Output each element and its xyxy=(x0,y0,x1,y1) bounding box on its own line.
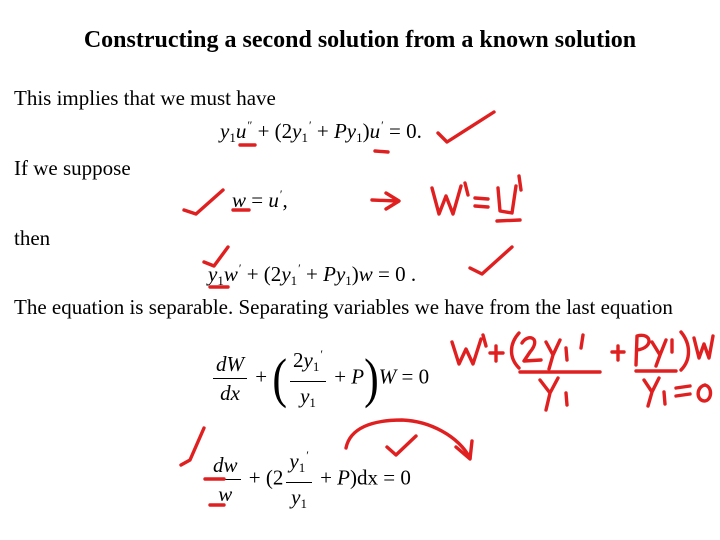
handwritten-w-prime xyxy=(432,183,468,214)
handwritten-eq-paren-close xyxy=(681,332,689,370)
fraction-2y-over-y: $\frac{2y_1'}{y_1}$ xyxy=(290,342,326,415)
equation-2: w = u′, xyxy=(232,187,288,212)
handwritten-eq-P xyxy=(636,335,649,365)
handwritten-eq-y1-top xyxy=(546,335,583,369)
equation-4: $\frac{dW}{dx}$ + ( $\frac{2y_1'}{y_1}$ + P)W = 0 xyxy=(210,342,429,415)
curved-arrow-head-icon xyxy=(456,441,472,459)
fraction-dW-dx: $\frac{dW}{dx}$ xyxy=(213,352,247,405)
handwritten-eq-plus xyxy=(490,346,503,361)
handwritten-eq-paren-open xyxy=(512,333,520,368)
fraction-y-prime-over-y: $\frac{y_1'}{y_1}$ xyxy=(286,443,311,516)
handwritten-eq-w2 xyxy=(694,336,713,358)
equation-3: $y_1w' + (2y_1' + Py_1)w = 0$ . xyxy=(208,261,417,288)
fraction-dw-w: $\frac{dw}{w}$ xyxy=(210,453,241,506)
handwritten-eq-equals xyxy=(676,386,690,396)
equation-1: $y_1u'' + (2y_1' + Py_1)u' = 0$. xyxy=(220,118,422,145)
arrow-icon xyxy=(372,193,399,209)
paragraph-separable: The equation is separable. Separating variables we have from the last equation xyxy=(14,295,673,319)
handwritten-u-prime xyxy=(498,176,521,213)
handwritten-equals xyxy=(475,198,488,207)
paragraph-must-have: This implies that we must have xyxy=(14,86,276,110)
handwritten-eq-w xyxy=(452,335,486,364)
left-paren: ( xyxy=(272,347,287,409)
handwritten-eq-y1-bottom-2 xyxy=(644,378,665,406)
checkmark-eq3-right xyxy=(470,247,512,274)
paragraph-then: then xyxy=(14,226,51,250)
checkmark-eq1 xyxy=(438,112,494,142)
slide-title: Constructing a second solution from a known solution xyxy=(83,27,637,53)
handwritten-eq-plus-2 xyxy=(612,346,624,360)
handwritten-u-underline xyxy=(497,220,520,221)
handwritten-eq-y1-top-2 xyxy=(652,340,672,366)
checkmark-eq5-left xyxy=(181,428,204,465)
underline-eq1-u-prime xyxy=(375,151,388,152)
equation-5: $\frac{dw}{w}$ + (2 $\frac{y_1'}{y_1}$ + P)dx = 0 xyxy=(207,443,411,516)
right-paren: ) xyxy=(364,347,379,409)
checkmark-eq2-left xyxy=(184,190,223,214)
handwritten-eq-zero xyxy=(698,385,710,401)
paragraph-suppose: If we suppose xyxy=(14,156,131,180)
handwritten-eq-2 xyxy=(522,338,541,361)
handwritten-eq-y1-bottom xyxy=(540,378,567,410)
